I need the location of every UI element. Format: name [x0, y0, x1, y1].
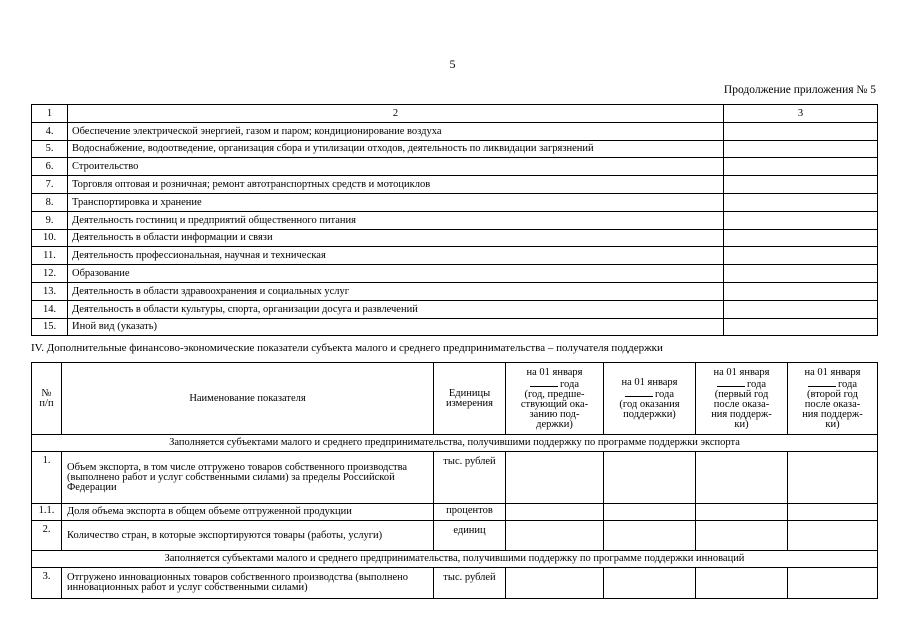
row-indicator: Объем экспорта, в том числе отгружено товаров собственного производства (выполнено работ и услуг собственными силами) за пределы Российской Федерации: [62, 452, 434, 504]
row-indicator: Количество стран, в которые экспортируются товары (работы, услуги): [62, 521, 434, 551]
row-activity: Деятельность профессиональная, научная и техническая: [68, 247, 724, 265]
section-export-label: Заполняется субъектами малого и среднего предпринимательства, получившими поддержку по программе поддержки экспорта: [32, 435, 878, 452]
value-cell[interactable]: [724, 265, 878, 283]
table-row: [32, 140, 878, 158]
section-innov-label: Заполняется субъектами малого и среднего предпринимательства, получившими поддержку по программе поддержки инноваций: [32, 551, 878, 568]
table-row: [32, 318, 878, 336]
row-num: 3.: [32, 568, 62, 599]
table-row: [32, 265, 878, 283]
table-row: [32, 247, 878, 265]
page-number: 5: [449, 57, 456, 71]
row-unit: тыс. рублей: [434, 568, 506, 599]
value-cell[interactable]: [724, 282, 878, 300]
value-cell[interactable]: [724, 211, 878, 229]
row-num: 8.: [32, 193, 68, 211]
value-cell[interactable]: [604, 504, 696, 521]
table-row: [32, 229, 878, 247]
value-cell[interactable]: [788, 504, 878, 521]
value-cell[interactable]: [724, 158, 878, 176]
value-cell[interactable]: [788, 521, 878, 551]
table-row: [32, 211, 878, 229]
row-activity: Деятельность в области культуры, спорта, организации досуга и развлечений: [68, 300, 724, 318]
header-name: Наименование показателя: [62, 363, 434, 435]
appendix-continuation: Продолжение приложения № 5: [723, 84, 876, 96]
header-unit: Единицы измерения: [434, 363, 506, 435]
value-cell[interactable]: [724, 122, 878, 140]
row-activity: Деятельность в области информации и связи: [68, 229, 724, 247]
table-row: [32, 193, 878, 211]
value-cell[interactable]: [724, 300, 878, 318]
table-row: [32, 452, 878, 504]
header-num: № п/п: [32, 363, 62, 435]
value-cell[interactable]: [696, 504, 788, 521]
row-activity: Торговля оптовая и розничная; ремонт автотранспортных средств и мотоциклов: [68, 176, 724, 194]
indicators-header-row: [32, 363, 878, 435]
indicators-table: [31, 362, 878, 599]
table-row: [32, 176, 878, 194]
value-cell[interactable]: [696, 568, 788, 599]
value-cell[interactable]: [604, 521, 696, 551]
row-num: 4.: [32, 122, 68, 140]
table-header-row: [32, 105, 878, 123]
row-indicator: Отгружено инновационных товаров собственного производства (выполнено инновационных работ и услуг собственными силами): [62, 568, 434, 599]
row-num: 7.: [32, 176, 68, 194]
value-cell[interactable]: [696, 521, 788, 551]
section-export-row: [32, 435, 878, 452]
value-cell[interactable]: [724, 176, 878, 194]
table-row: [32, 122, 878, 140]
value-cell[interactable]: [696, 452, 788, 504]
value-cell[interactable]: [788, 452, 878, 504]
row-activity: Деятельность гостиниц и предприятий общественного питания: [68, 211, 724, 229]
row-activity: Образование: [68, 265, 724, 283]
header-col-3: 3: [724, 105, 878, 123]
row-num: 11.: [32, 247, 68, 265]
value-cell[interactable]: [506, 521, 604, 551]
row-activity: Транспортировка и хранение: [68, 193, 724, 211]
row-num: 5.: [32, 140, 68, 158]
row-num: 13.: [32, 282, 68, 300]
header-prev-year: на 01 января года (год, предше- ствующий ока- занию под- держки): [506, 363, 604, 435]
row-num: 12.: [32, 265, 68, 283]
row-indicator: Доля объема экспорта в общем объеме отгруженной продукции: [62, 504, 434, 521]
value-cell[interactable]: [506, 452, 604, 504]
value-cell[interactable]: [724, 193, 878, 211]
header-second-year-after: на 01 января года (второй год после оказа- ния поддерж- ки): [788, 363, 878, 435]
value-cell[interactable]: [604, 568, 696, 599]
row-activity: Деятельность в области здравоохранения и социальных услуг: [68, 282, 724, 300]
table-row: [32, 504, 878, 521]
value-cell[interactable]: [724, 140, 878, 158]
row-num: 14.: [32, 300, 68, 318]
value-cell[interactable]: [724, 229, 878, 247]
row-activity: Строительство: [68, 158, 724, 176]
section-iv-title: IV. Дополнительные финансово-экономические показатели субъекта малого и среднего предпринимательства – получателя поддержки: [31, 342, 663, 354]
row-unit: процентов: [434, 504, 506, 521]
value-cell[interactable]: [788, 568, 878, 599]
row-num: 10.: [32, 229, 68, 247]
value-cell[interactable]: [506, 568, 604, 599]
value-cell[interactable]: [724, 318, 878, 336]
row-activity: Иной вид (указать): [68, 318, 724, 336]
row-num: 9.: [32, 211, 68, 229]
table-row: [32, 568, 878, 599]
row-num: 1.: [32, 452, 62, 504]
value-cell[interactable]: [506, 504, 604, 521]
header-col-2: 2: [68, 105, 724, 123]
value-cell[interactable]: [604, 452, 696, 504]
row-num: 1.1.: [32, 504, 62, 521]
row-num: 6.: [32, 158, 68, 176]
header-support-year: на 01 января года (год оказания поддержки): [604, 363, 696, 435]
row-unit: единиц: [434, 521, 506, 551]
row-num: 15.: [32, 318, 68, 336]
table-row: [32, 300, 878, 318]
row-activity: Водоснабжение, водоотведение, организация сбора и утилизации отходов, деятельность по ликвидации загрязнений: [68, 140, 724, 158]
table-row: [32, 158, 878, 176]
table-row: [32, 282, 878, 300]
header-col-1: 1: [32, 105, 68, 123]
row-num: 2.: [32, 521, 62, 551]
section-innov-row: [32, 551, 878, 568]
table-row: [32, 521, 878, 551]
activity-table: [31, 104, 878, 336]
row-unit: тыс. рублей: [434, 452, 506, 504]
header-first-year-after: на 01 января года (первый год после оказа- ния поддерж- ки): [696, 363, 788, 435]
row-activity: Обеспечение электрической энергией, газом и паром; кондиционирование воздуха: [68, 122, 724, 140]
value-cell[interactable]: [724, 247, 878, 265]
